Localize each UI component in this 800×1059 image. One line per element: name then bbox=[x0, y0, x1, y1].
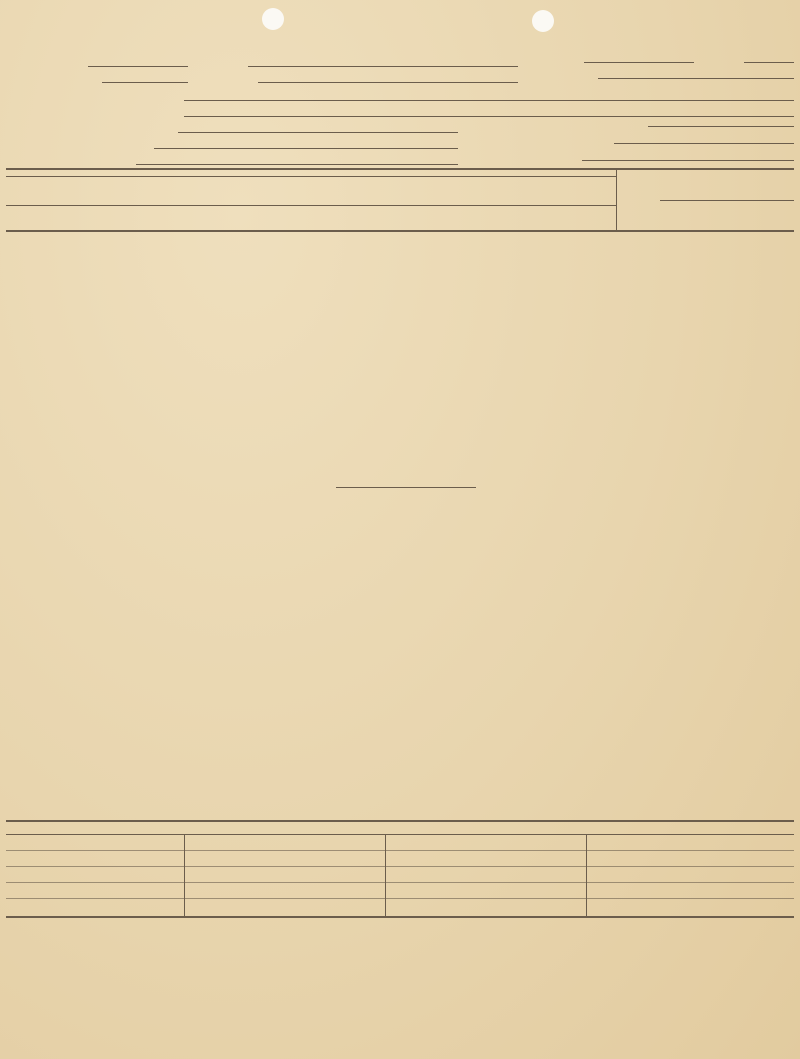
punch-hole-left bbox=[262, 8, 284, 30]
punch-hole-right bbox=[532, 10, 554, 32]
